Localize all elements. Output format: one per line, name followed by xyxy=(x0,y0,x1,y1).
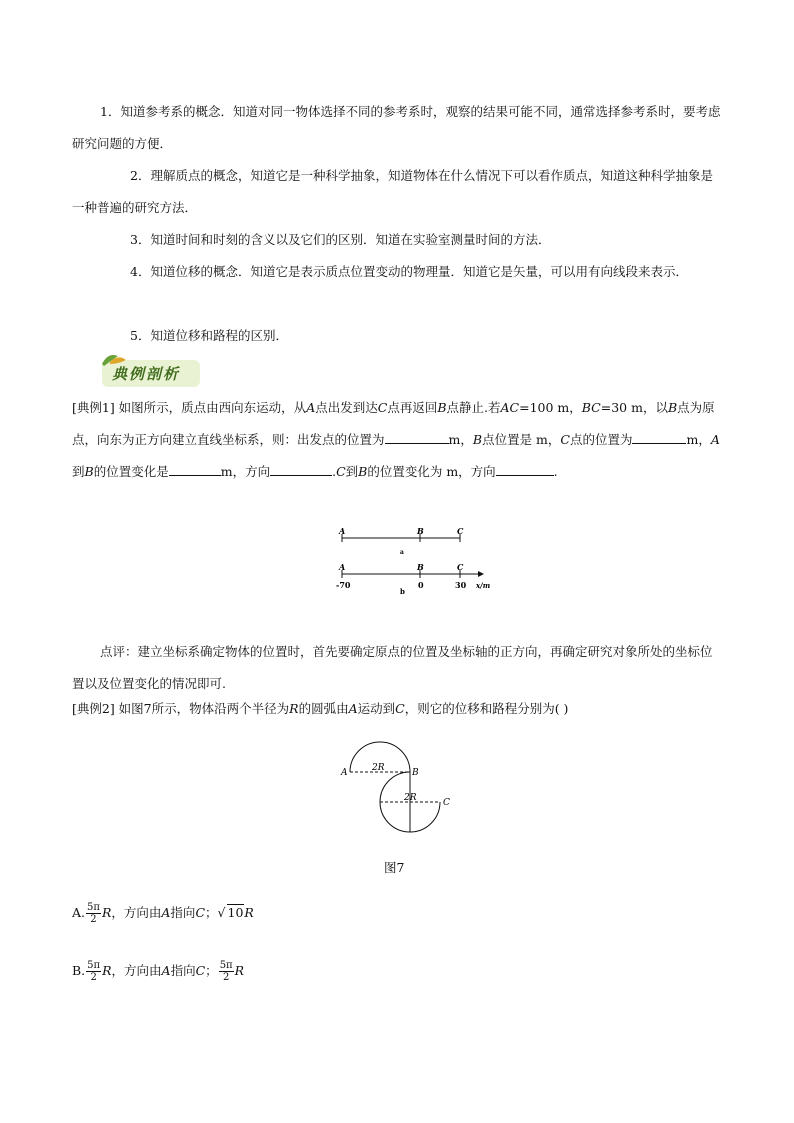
label-b: B xyxy=(417,562,424,572)
axis-arrow-icon xyxy=(478,571,484,577)
caption-a: a xyxy=(400,549,404,556)
objective-5: 5．知道位移和路程的区别． xyxy=(130,328,288,343)
label-b-top: B xyxy=(417,526,424,536)
label-a: A xyxy=(339,562,346,572)
comment-paragraph: 点评：建立坐标系确定物体的位置时，首先要确定原点的位置及坐标轴的正方向，再确定研究对象所处的坐标位置以及位置变化的情况即可. xyxy=(72,644,713,691)
label-c: C xyxy=(457,562,464,572)
label-a-top: A xyxy=(339,526,346,536)
label-c-top: C xyxy=(457,526,464,536)
fraction: $\frac{5\pi}{2}$ xyxy=(87,902,100,925)
section-badge xyxy=(98,350,202,390)
answer-blank xyxy=(270,462,332,476)
label-b: B xyxy=(412,768,419,778)
sqrt-sign: √ xyxy=(217,905,226,920)
tick-label-neg70: -70 xyxy=(336,580,351,590)
answer-blank xyxy=(632,430,686,444)
tick-label-30: 30 xyxy=(455,580,467,590)
option-b: B. $\frac{5\pi}{2}$ R，方向由A指向C； $\frac{5\pi}{2}$ R xyxy=(72,960,245,983)
section-badge-text: 典例剖析 xyxy=(112,365,181,383)
fraction: $\frac{5\pi}{2}$ xyxy=(219,960,233,983)
label-2r-top: 2R xyxy=(372,763,385,773)
answer-blank xyxy=(385,430,449,444)
label-a: A xyxy=(341,768,348,778)
figure-semicircles xyxy=(338,738,468,836)
figure-number-line xyxy=(330,522,500,596)
label-2r-bottom: 2R xyxy=(404,793,417,803)
label-c: C xyxy=(443,798,450,808)
option-a: A. $\frac{5\pi}{2}$ R，方向由A指向C；√ 10R xyxy=(72,902,254,925)
objective-2: 2．理解质点的概念，知道它是一种科学抽象，知道物体在什么情况下可以看作质点，知道这种科学抽象是一种普遍的研究方法． xyxy=(72,168,713,215)
objective-4: 4．知道位移的概念．知道它是表示质点位置变动的物理量．知道它是矢量，可以用有向线段来表示． xyxy=(130,264,688,279)
example-2: [典例2] 如图7所示，物体沿两个半径为R的圆弧由A运动到C，则它的位移和路程分别为( ) xyxy=(72,701,569,716)
example-1: [典例1] 如图所示，质点由西向东运动，从A点出发到达C点再返回B点静止.若AC=100 m，BC=30 m，以B点为原点，向东为正方向建立直线坐标系，则：出发点的位置为 m，B点位置是 m，C点的位置为 m，A到B的位置变化是 m，方向 .C到B的位置变化为 m，方向 . xyxy=(72,400,720,479)
figure-caption: 图7 xyxy=(384,860,405,875)
answer-blank xyxy=(496,462,554,476)
caption-b: b xyxy=(400,587,405,596)
answer-blank xyxy=(169,462,221,476)
objective-1: 1．知道参考系的概念．知道对同一物体选择不同的参考系时，观察的结果可能不同，通常选择参考系时，要考虑研究问题的方便． xyxy=(72,104,721,151)
axis-label: x/m xyxy=(476,581,491,590)
objective-3: 3．知道时间和时刻的含义以及它们的区别．知道在实验室测量时间的方法． xyxy=(130,232,551,247)
fraction: $\frac{5\pi}{2}$ xyxy=(87,960,101,983)
tick-label-0: 0 xyxy=(418,580,424,590)
